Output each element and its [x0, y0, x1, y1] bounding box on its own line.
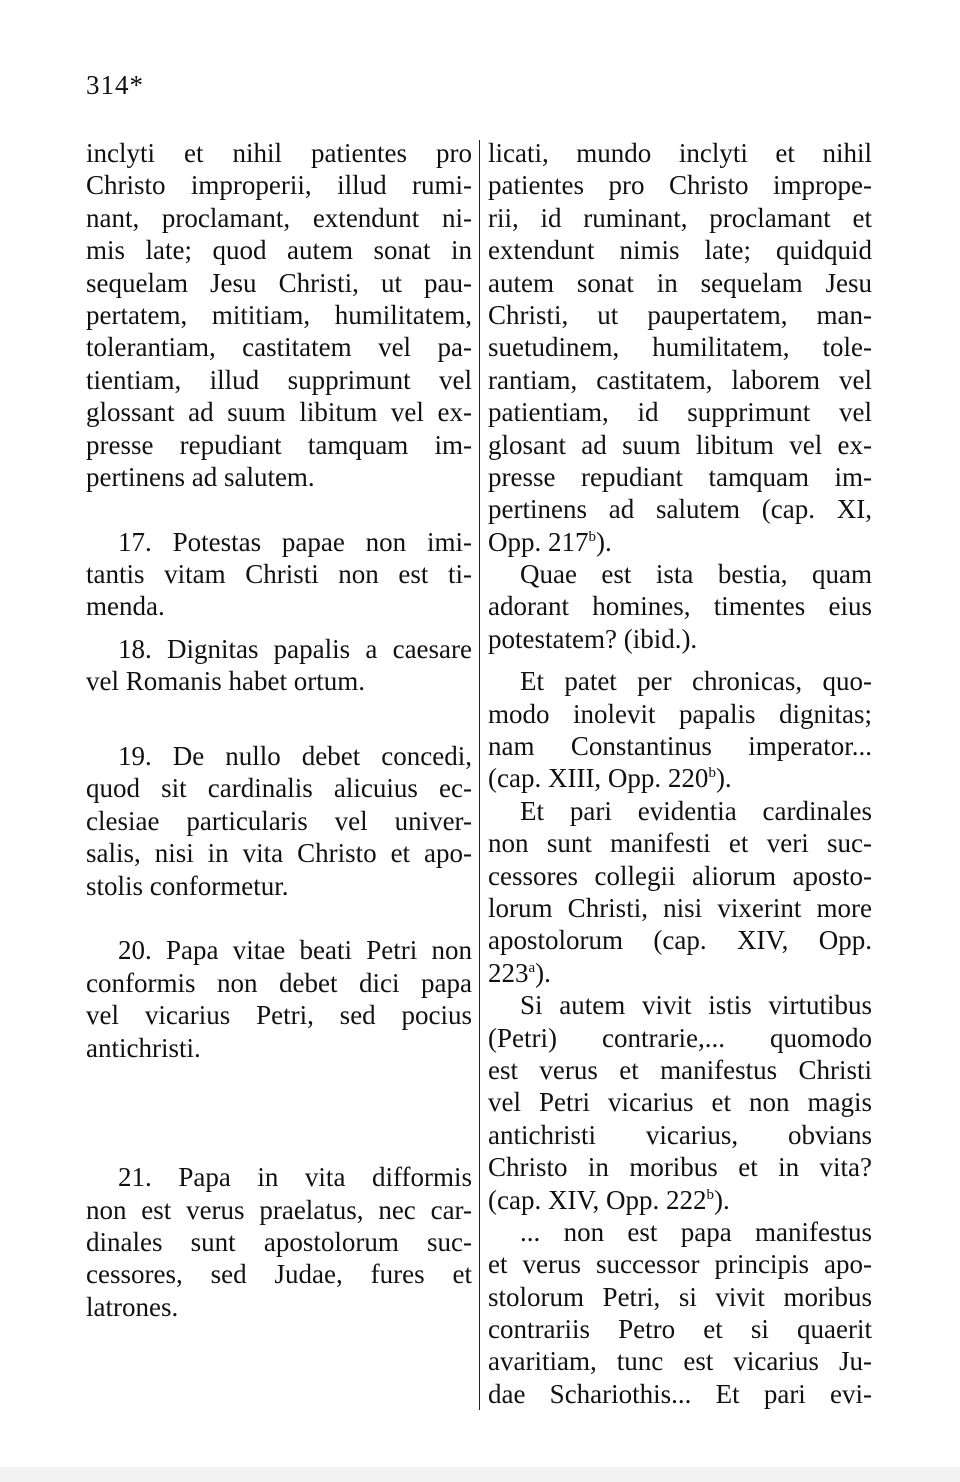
text-line: vel Petri vicarius et non magis: [488, 1087, 872, 1118]
text-line: 21. Papa in vita difformis: [118, 1162, 472, 1193]
footnote-mark: b: [708, 765, 716, 782]
citation-tail: ).: [715, 763, 732, 794]
text-line: dinales sunt apostolorum suc-: [86, 1226, 472, 1257]
text-line: 20. Papa vitae beati Petri non: [118, 935, 472, 966]
citation-line: [488, 526, 872, 558]
citation-line: [488, 1184, 872, 1216]
text-line: autem sonat in sequelam Jesu: [488, 267, 872, 298]
text-line: patientes pro Christo imprope-: [488, 170, 872, 201]
text-line: inclyti et nihil patientes pro: [86, 138, 472, 168]
text-line: glossant ad suum libitum vel ex-: [86, 397, 472, 428]
text-line: (Petri) contrarie,... quomodo: [488, 1022, 872, 1053]
text-line: pertinens ad salutem.: [86, 461, 315, 492]
text-line: Christi, ut paupertatem, man-: [488, 299, 872, 330]
text-line: quod sit cardinalis alicuius ec-: [86, 773, 472, 804]
page-bottom-edge: [0, 1467, 960, 1482]
text-line: rii, id ruminant, proclamant et: [488, 202, 872, 233]
text-line: contrariis Petro et si quaerit: [488, 1314, 872, 1345]
text-line: antichristi.: [86, 1032, 201, 1063]
text-line: glosant ad suum libitum vel ex-: [488, 429, 872, 460]
text-line: menda.: [86, 591, 165, 622]
text-line: nant, proclamant, extendunt ni-: [86, 202, 472, 233]
text-line: cessores, sed Judae, fures et: [86, 1259, 472, 1290]
text-line: vel Romanis habet ortum.: [86, 666, 365, 697]
text-line: 19. De nullo debet concedi,: [118, 741, 472, 772]
text-line: extendunt nimis late; quidquid: [488, 235, 872, 266]
text-line: et verus successor principis apo-: [488, 1249, 872, 1280]
text-line: potestatem? (ibid.).: [488, 623, 698, 654]
text-line: pertinens ad salutem (cap. XI,: [488, 494, 872, 525]
text-line: non est verus praelatus, nec car-: [86, 1194, 472, 1225]
citation-tail: ).: [713, 1184, 730, 1215]
text-line: suetudinem, humilitatem, tole-: [488, 332, 872, 363]
text-line: presse repudiant tamquam im-: [488, 461, 872, 492]
text-line: cessores collegii aliorum aposto-: [488, 860, 872, 891]
citation-tail: ).: [596, 526, 612, 557]
text-line: avaritiam, tunc est vicarius Ju-: [488, 1346, 872, 1377]
text-line: stolorum Petri, si vivit moribus: [488, 1281, 872, 1312]
text-line: 17. Potestas papae non imi-: [118, 526, 472, 557]
text-line: pertatem, mititiam, humilitatem,: [86, 299, 472, 330]
text-line: est verus et manifestus Christi: [488, 1054, 872, 1085]
text-line: presse repudiant tamquam im-: [86, 429, 472, 460]
citation-text: 223: [488, 957, 529, 988]
text-line: stolis conformetur.: [86, 870, 289, 901]
footnote-mark: a: [528, 959, 536, 976]
text-line: latrones.: [86, 1291, 179, 1322]
text-line: nam Constantinus imperator...: [488, 731, 872, 762]
text-line: antichristi vicarius, obvians: [488, 1119, 872, 1150]
footnote-mark: b: [588, 528, 596, 545]
text-line: Si autem vivit istis virtutibus: [520, 990, 872, 1021]
text-line: Et pari evidentia cardinales: [520, 795, 872, 826]
text-line: 18. Dignitas papalis a caesare: [118, 633, 472, 664]
citation-line: [488, 762, 872, 794]
text-line: tolerantiam, castitatem vel pa-: [86, 332, 472, 363]
text-line: licati, mundo inclyti et nihil: [488, 138, 872, 168]
text-line: lorum Christi, nisi vixerint more: [488, 892, 872, 923]
text-line: vel vicarius Petri, sed pocius: [86, 1000, 472, 1031]
right-column: [488, 137, 872, 1410]
text-line: Christo in moribus et in vita?: [488, 1152, 872, 1183]
text-line: Et patet per chronicas, quo-: [520, 666, 872, 697]
text-line: adorant homines, timentes eius: [488, 591, 872, 622]
text-line: clesiae particularis vel univer-: [86, 805, 472, 836]
text-line: non sunt manifesti et veri suc-: [488, 828, 872, 859]
footnote-mark: b: [706, 1186, 714, 1203]
text-line: rantiam, castitatem, laborem vel: [488, 364, 872, 395]
text-line: tientiam, illud supprimunt vel: [86, 364, 472, 395]
text-line: tantis vitam Christi non est ti-: [86, 559, 472, 590]
text-line: dae Schariothis... Et pari evi-: [488, 1378, 872, 1409]
text-line: salis, nisi in vita Christo et apo-: [86, 838, 472, 869]
page-number: 314*: [86, 70, 144, 100]
text-line: sequelam Jesu Christi, ut pau-: [86, 267, 472, 298]
text-line: ... non est papa manifestus: [520, 1216, 872, 1247]
text-line: patientiam, id supprimunt vel: [488, 397, 872, 428]
citation-tail: ).: [535, 957, 551, 988]
citation-text: Opp. 217: [488, 526, 589, 557]
citation-text: (cap. XIV, Opp. 222: [488, 1184, 707, 1215]
column-divider: [479, 140, 480, 1410]
text-line: Christo improperii, illud rumi-: [86, 170, 472, 201]
text-line: conformis non debet dici papa: [86, 967, 472, 998]
left-column: [86, 137, 472, 1323]
text-line: Quae est ista bestia, quam: [520, 559, 872, 590]
citation-line: [488, 957, 872, 989]
text-line: modo inolevit papalis dignitas;: [488, 698, 872, 729]
text-line: apostolorum (cap. XIV, Opp.: [488, 925, 872, 956]
citation-text: (cap. XIII, Opp. 220: [488, 763, 709, 794]
text-line: mis late; quod autem sonat in: [86, 235, 472, 266]
